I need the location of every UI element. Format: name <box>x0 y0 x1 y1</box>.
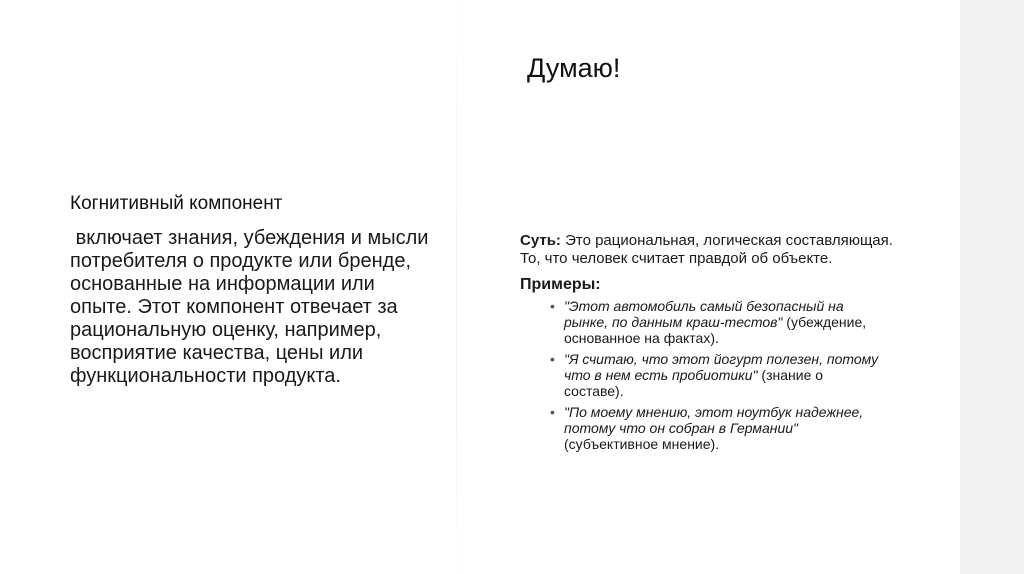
column-divider <box>456 0 457 574</box>
essence-text: Это рациональная, логическая составляющая. То, что человек считает правдой об объекте. <box>520 232 893 267</box>
example-note: (убеждение, основанное на фактах). <box>564 314 867 346</box>
left-body-text: включает знания, убеждения и мысли потребителя о продукте или бренде, основанные на информации или опыте. Этот компонент отвечает за рациональную оценку, например, восприятие качества, цены или функциональности продукта. <box>70 227 434 387</box>
example-quote: "По моему мнению, этот ноутбук надежнее, потому что он собран в Германии" <box>564 404 864 436</box>
list-item <box>550 351 884 399</box>
right-title: Думаю! <box>527 53 621 83</box>
side-panel-background <box>960 0 1024 574</box>
example-quote: "Я считаю, что этот йогурт полезен, потому что в нем есть пробиотики" <box>564 351 879 383</box>
essence-label: Суть: <box>520 232 561 249</box>
list-item <box>550 298 884 346</box>
examples-list <box>520 298 900 452</box>
essence-paragraph <box>520 232 900 268</box>
example-note: (субъективное мнение). <box>564 436 720 452</box>
examples-label: Примеры: <box>520 276 601 293</box>
left-heading: Когнитивный компонент <box>70 193 283 214</box>
right-content <box>520 232 900 457</box>
bullet-icon: • <box>550 404 555 420</box>
bullet-icon: • <box>550 351 555 367</box>
example-note: (знание о составе). <box>564 367 824 399</box>
bullet-icon: • <box>550 298 555 314</box>
example-quote: "Этот автомобиль самый безопасный на рынке, по данным краш-тестов" <box>564 298 844 330</box>
list-item <box>550 404 884 452</box>
